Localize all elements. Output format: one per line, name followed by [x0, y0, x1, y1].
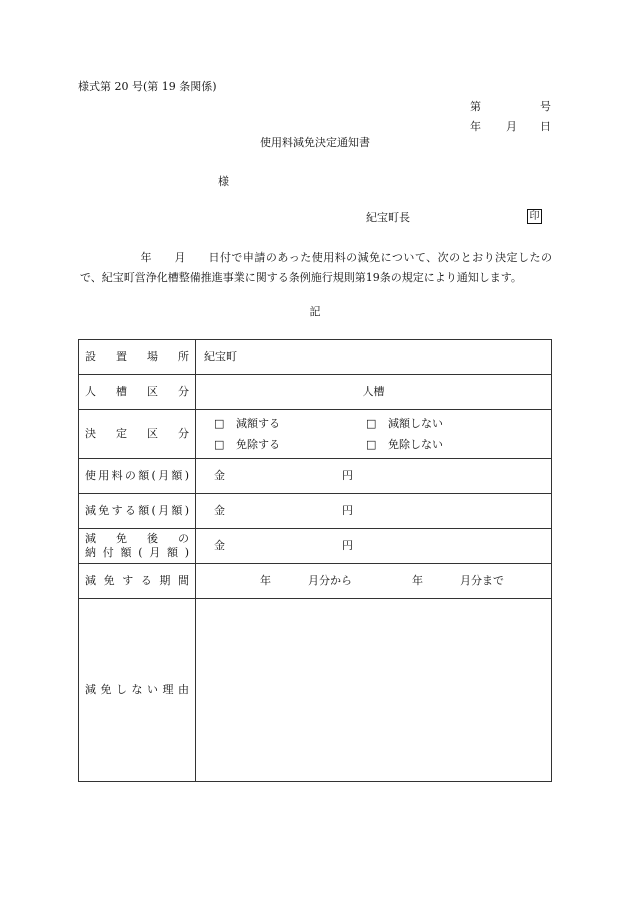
decision-label: 決 定 区 分 — [79, 410, 196, 459]
date-year: 年 — [470, 120, 481, 133]
option-reduce-label: 減額する — [236, 417, 280, 430]
after-label-line2: 納付額(月額) — [85, 546, 189, 559]
checkbox-reduce[interactable]: □ — [214, 417, 225, 430]
reason-label: 減免しない理由 — [79, 599, 196, 782]
after-amount-value — [196, 529, 552, 564]
fee-kin: 金 — [214, 469, 225, 482]
checkbox-no-exempt[interactable]: □ — [366, 438, 377, 451]
body-text: 日付で申請のあった使用料の減免について、次のとおり決定したので、紀宝町営浄化槽整備推進事業に関する条例施行規則第19条の規定により通知します。 — [80, 251, 553, 284]
after-kin: 金 — [214, 539, 225, 552]
after-amount-label — [79, 529, 196, 564]
body-year: 年 — [140, 251, 152, 264]
after-yen: 円 — [342, 539, 353, 552]
number-prefix: 第 — [470, 100, 481, 113]
reason-value[interactable] — [196, 599, 552, 782]
tank-label: 人 槽 区 分 — [79, 375, 196, 410]
period-to-year: 年 — [412, 574, 423, 587]
reduction-yen: 円 — [342, 504, 353, 517]
table-row — [79, 459, 552, 494]
table-row — [79, 410, 552, 459]
document-title: 使用料減免決定通知書 — [260, 136, 370, 149]
after-label-line1: 減 免 後 の — [85, 532, 189, 545]
form-number: 様式第 20 号(第 19 条関係) — [78, 80, 217, 93]
number-suffix: 号 — [540, 100, 551, 113]
table-row — [79, 340, 552, 375]
seal-icon: 印 — [527, 209, 542, 224]
table-row — [79, 599, 552, 782]
reduction-label: 減免する額(月額) — [79, 494, 196, 529]
table-row — [79, 564, 552, 599]
period-label: 減 免 す る 期 間 — [79, 564, 196, 599]
table-row — [79, 494, 552, 529]
fee-value — [196, 459, 552, 494]
option-no-reduce-label: 減額しない — [388, 417, 443, 430]
tank-value: 人槽 — [196, 375, 552, 410]
reduction-value — [196, 494, 552, 529]
issuer-name: 紀宝町長 — [366, 211, 410, 224]
period-from-year: 年 — [260, 574, 271, 587]
checkbox-no-reduce[interactable]: □ — [366, 417, 377, 430]
decision-table — [78, 339, 552, 782]
location-value: 紀宝町 — [196, 340, 552, 375]
fee-yen: 円 — [342, 469, 353, 482]
period-value — [196, 564, 552, 599]
reduction-kin: 金 — [214, 504, 225, 517]
option-exempt-label: 免除する — [236, 438, 280, 451]
recipient-suffix: 様 — [218, 175, 229, 188]
period-to-month: 月分まで — [460, 574, 504, 587]
option-no-exempt-label: 免除しない — [388, 438, 443, 451]
decision-options — [196, 410, 552, 459]
table-row — [79, 375, 552, 410]
date-month: 月 — [506, 120, 517, 133]
checkbox-exempt[interactable]: □ — [214, 438, 225, 451]
body-month: 月 — [173, 251, 186, 264]
record-mark: 記 — [309, 305, 321, 318]
body-paragraph — [80, 248, 552, 288]
fee-label: 使用料の額(月額) — [79, 459, 196, 494]
table-row — [79, 529, 552, 564]
location-label: 設 置 場 所 — [79, 340, 196, 375]
period-from-month: 月分から — [308, 574, 352, 587]
date-day: 日 — [540, 120, 551, 133]
